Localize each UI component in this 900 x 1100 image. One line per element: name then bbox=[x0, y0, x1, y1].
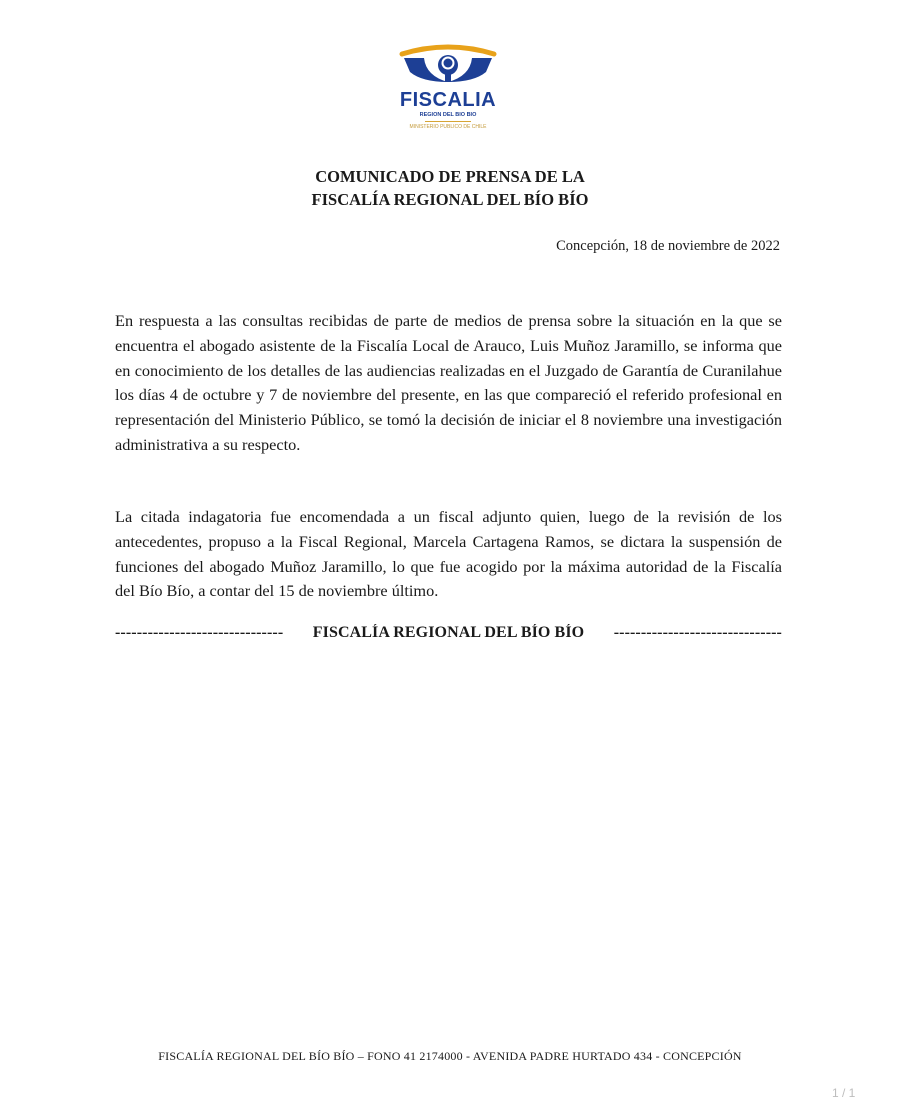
logo-rule bbox=[425, 121, 471, 122]
logo-region: REGION DEL BIO BIO bbox=[419, 112, 477, 118]
logo-name: FISCALIA bbox=[399, 89, 497, 111]
divider-dashes-right: ------------------------------- bbox=[613, 624, 782, 641]
title-line-1: COMUNICADO DE PRENSA DE LA bbox=[315, 167, 585, 186]
press-release-title bbox=[0, 165, 900, 211]
body-paragraph-2: La citada indagatoria fue encomendada a un fiscal adjunto quien, luego de la revisión de los antecedentes, propuso a la Fiscal Regional, Marcela Cartagena Ramos, se dictara la suspensión de funciones del abogado Muñoz Jaramillo, lo que fue acogido por la máxima autoridad de la Fiscalía del Bío Bío, a contar del 15 de noviembre último. bbox=[115, 507, 782, 601]
fiscalia-logo bbox=[378, 42, 518, 134]
divider-dashes-left: ------------------------------- bbox=[115, 624, 284, 641]
logo-ministry: MINISTERIO PUBLICO DE CHILE bbox=[409, 124, 487, 130]
page-footer: FISCALÍA REGIONAL DEL BÍO BÍO – FONO 41 2174000 - AVENIDA PADRE HURTADO 434 - CONCEPCIÓN bbox=[158, 1049, 742, 1063]
fiscalia-emblem-icon bbox=[378, 42, 518, 90]
release-date: Concepción, 18 de noviembre de 2022 bbox=[556, 238, 780, 254]
page-number: 1 / 1 bbox=[832, 1086, 856, 1100]
body-paragraph-1: En respuesta a las consultas recibidas de parte de medios de prensa sobre la situación en la que se encuentra el abogado asistente de la Fiscalía Local de Arauco, Luis Muñoz Jaramillo, se informa que en conocimiento de los detalles de las audiencias realizadas en el Juzgado de Garantía de Curanilahue los días 4 de octubre y 7 de noviembre del presente, en las que compareció el referido profesional en representación del Ministerio Público, se tomó la decisión de iniciar el 8 noviembre una investigación administrativa a su respecto. bbox=[115, 311, 782, 454]
divider-text: FISCALÍA REGIONAL DEL BÍO BÍO bbox=[312, 624, 585, 641]
closing-divider bbox=[115, 624, 782, 642]
title-line-2: FISCALÍA REGIONAL DEL BÍO BÍO bbox=[311, 190, 589, 209]
